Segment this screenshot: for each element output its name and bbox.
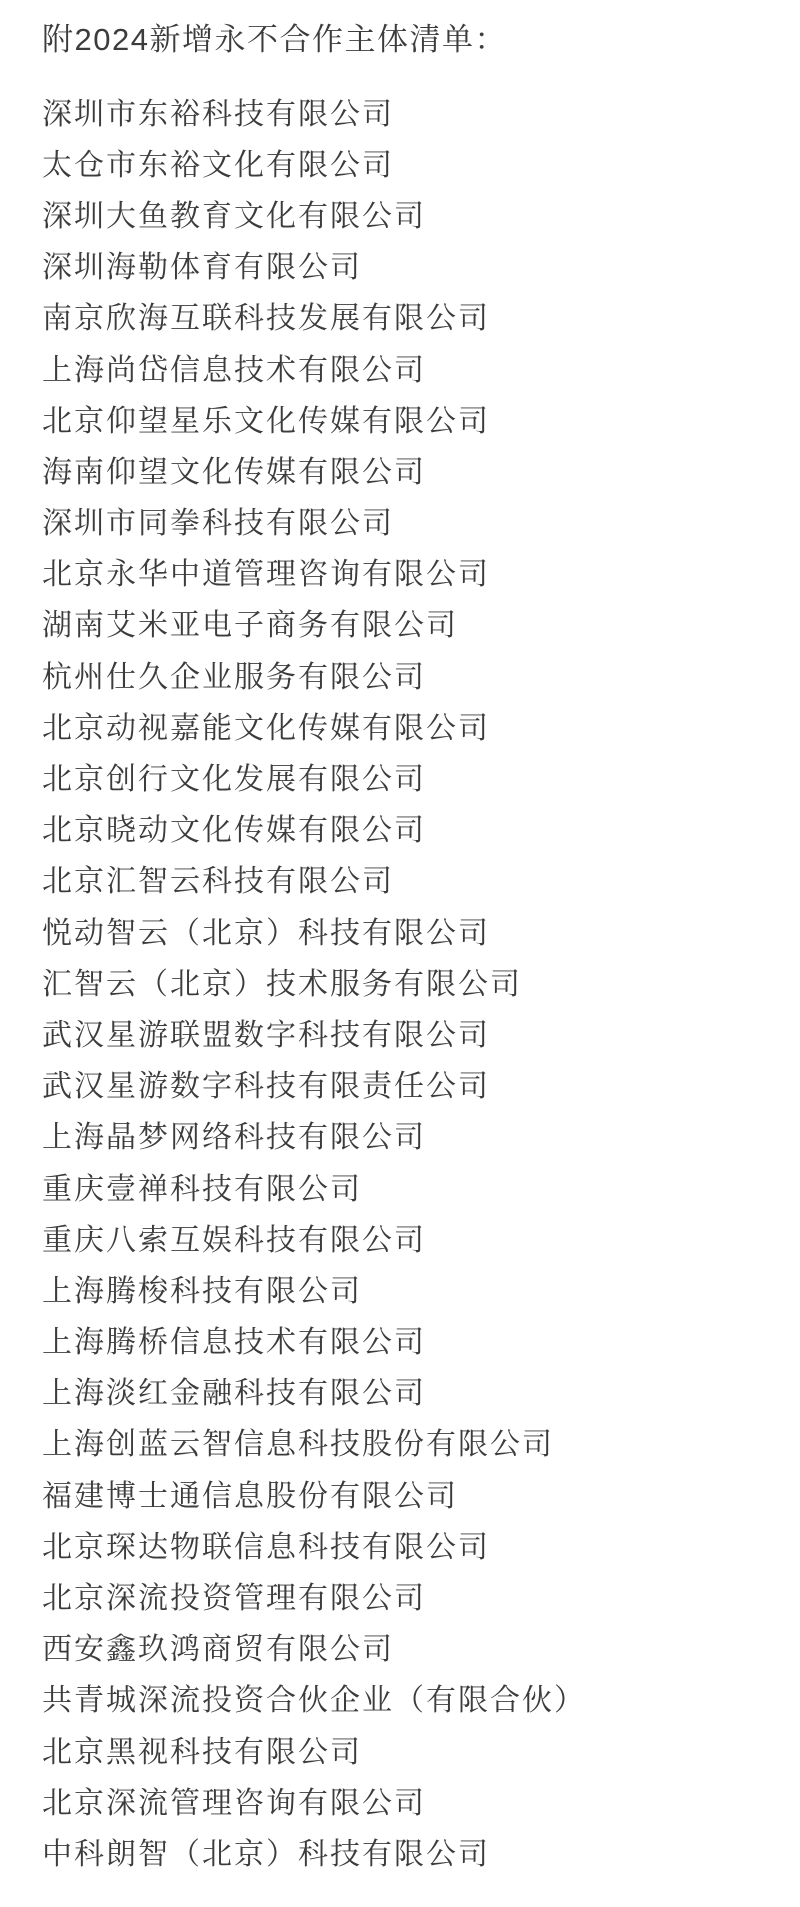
company-name: 北京汇智云科技有限公司 bbox=[42, 865, 394, 899]
company-name: 海南仰望文化传媒有限公司 bbox=[42, 455, 426, 489]
company-name: 上海创蓝云智信息科技股份有限公司 bbox=[42, 1428, 554, 1462]
company-name: 福建博士通信息股份有限公司 bbox=[42, 1479, 458, 1513]
company-name: 西安鑫玖鸿商贸有限公司 bbox=[42, 1633, 394, 1667]
company-name: 上海淡红金融科技有限公司 bbox=[42, 1377, 426, 1411]
company-name: 湖南艾米亚电子商务有限公司 bbox=[42, 609, 458, 643]
company-name: 太仓市东裕文化有限公司 bbox=[42, 148, 394, 182]
company-name: 中科朗智（北京）科技有限公司 bbox=[42, 1837, 490, 1871]
company-name: 悦动智云（北京）科技有限公司 bbox=[42, 916, 490, 950]
company-name: 上海晶梦网络科技有限公司 bbox=[42, 1121, 426, 1155]
company-name: 共青城深流投资合伙企业（有限合伙） bbox=[42, 1684, 586, 1718]
company-name: 北京黑视科技有限公司 bbox=[42, 1735, 362, 1769]
company-name: 北京深流投资管理有限公司 bbox=[42, 1582, 426, 1616]
company-name: 深圳市东裕科技有限公司 bbox=[42, 97, 394, 131]
company-list bbox=[42, 85, 800, 1877]
company-name: 武汉星游数字科技有限责任公司 bbox=[42, 1070, 490, 1104]
company-name: 重庆壹禅科技有限公司 bbox=[42, 1172, 362, 1206]
company-name: 武汉星游联盟数字科技有限公司 bbox=[42, 1018, 490, 1052]
company-name: 北京永华中道管理咨询有限公司 bbox=[42, 558, 490, 592]
page-title: 附2024新增永不合作主体清单： bbox=[42, 22, 507, 57]
company-name: 汇智云（北京）技术服务有限公司 bbox=[42, 967, 522, 1001]
company-name: 上海腾梭科技有限公司 bbox=[42, 1274, 362, 1308]
company-name: 北京创行文化发展有限公司 bbox=[42, 763, 426, 797]
company-name: 南京欣海互联科技发展有限公司 bbox=[42, 302, 490, 336]
company-name: 北京仰望星乐文化传媒有限公司 bbox=[42, 404, 490, 438]
company-name: 深圳大鱼教育文化有限公司 bbox=[42, 199, 426, 233]
company-name: 杭州仕久企业服务有限公司 bbox=[42, 660, 426, 694]
company-name: 深圳市同拳科技有限公司 bbox=[42, 507, 394, 541]
company-name: 上海腾桥信息技术有限公司 bbox=[42, 1326, 426, 1360]
company-name: 北京深流管理咨询有限公司 bbox=[42, 1786, 426, 1820]
company-name: 重庆八索互娱科技有限公司 bbox=[42, 1223, 426, 1257]
company-name: 深圳海勒体育有限公司 bbox=[42, 251, 362, 285]
company-name: 北京动视嘉能文化传媒有限公司 bbox=[42, 711, 490, 745]
company-name: 北京琛达物联信息科技有限公司 bbox=[42, 1530, 490, 1564]
company-name: 北京晓动文化传媒有限公司 bbox=[42, 814, 426, 848]
company-name: 上海尚岱信息技术有限公司 bbox=[42, 353, 426, 387]
